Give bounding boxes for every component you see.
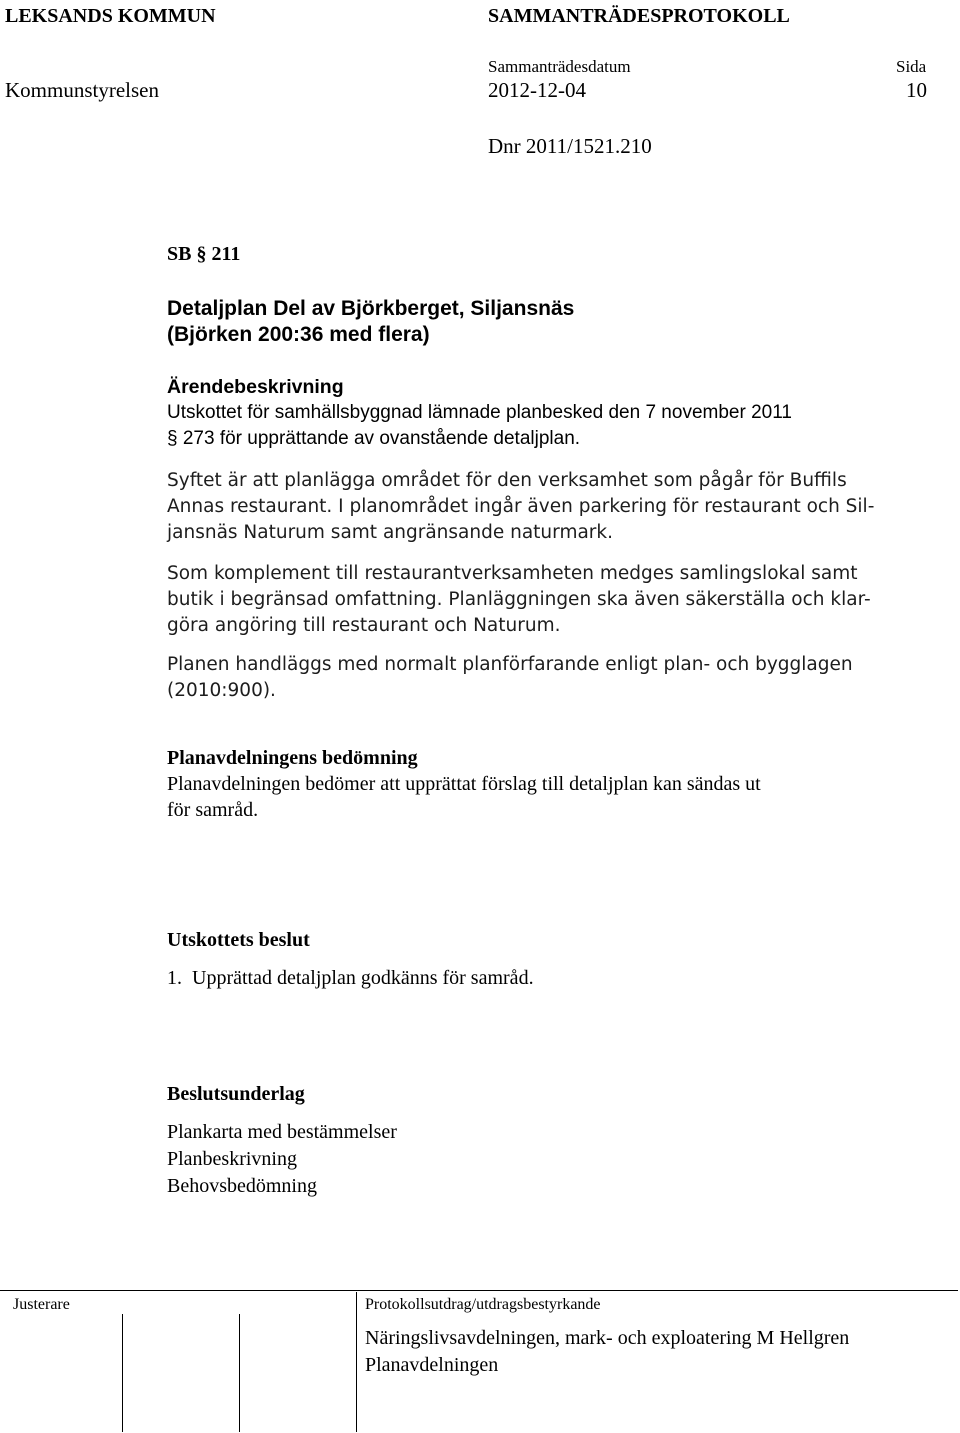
signature-divider — [122, 1314, 123, 1432]
body-line: Som komplement till restaurantverksamheten medges samlingslokal samt — [167, 563, 858, 584]
bedomning-heading: Planavdelningens bedömning — [167, 747, 418, 769]
recipient: Planavdelningen — [365, 1354, 499, 1376]
body-line: Syftet är att planlägga området för den verksamhet som pågår för Buffils — [167, 470, 847, 491]
body-line: butik i begränsad omfattning. Planläggningen ska även säkerställa och klar- — [167, 589, 871, 610]
beslutsunderlag-list — [167, 1119, 397, 1200]
municipality-name: LEKSANDS KOMMUN — [5, 5, 216, 27]
list-item: Planbeskrivning — [167, 1148, 297, 1170]
footer-rule — [0, 1290, 958, 1291]
diary-number: Dnr 2011/1521.210 — [488, 134, 652, 158]
arendebeskrivning-heading: Ärendebeskrivning — [167, 376, 344, 398]
recipients-list — [365, 1325, 849, 1379]
document-type: SAMMANTRÄDESPROTOKOLL — [488, 5, 790, 27]
body-line: Annas restaurant. I planområdet ingår även parkering för restaurant och Sil- — [167, 496, 875, 517]
paragraph-purpose — [167, 468, 874, 546]
beslut-heading: Utskottets beslut — [167, 929, 310, 951]
list-item: Plankarta med bestämmelser — [167, 1121, 397, 1143]
body-line: Utskottet för samhällsbyggnad lämnade planbesked den 7 november 2011 — [167, 402, 792, 423]
body-line: (2010:900). — [167, 680, 276, 701]
section-number: SB § 211 — [167, 243, 241, 265]
body-line: Planen handläggs med normalt planförfarande enligt plan- och bygglagen — [167, 654, 853, 675]
body-line: jansnäs Naturum samt angränsande naturmark. — [167, 522, 613, 543]
body-line: för samråd. — [167, 799, 259, 821]
body-line: göra angöring till restaurant och Naturum. — [167, 615, 561, 636]
title-line: (Björken 200:36 med flera) — [167, 323, 430, 346]
beslutsunderlag-heading: Beslutsunderlag — [167, 1083, 305, 1105]
beslut-item: 1. Upprättad detaljplan godkänns för samråd. — [167, 967, 534, 989]
justerare-label: Justerare — [13, 1296, 70, 1313]
signature-divider — [239, 1314, 240, 1432]
page-number: 10 — [906, 78, 927, 102]
paragraph-complement — [167, 561, 871, 639]
meeting-date: 2012-12-04 — [488, 78, 586, 102]
title-line: Detaljplan Del av Björkberget, Siljansnäs — [167, 297, 575, 320]
date-label: Sammanträdesdatum — [488, 57, 631, 76]
body-line: Planavdelningen bedömer att upprättat förslag till detaljplan kan sändas ut — [167, 773, 761, 795]
bedomning-section — [167, 745, 761, 823]
list-item: Behovsbedömning — [167, 1175, 317, 1197]
arendebeskrivning-section — [167, 374, 792, 452]
page-label: Sida — [896, 57, 927, 76]
utdrag-label: Protokollsutdrag/utdragsbestyrkande — [365, 1296, 601, 1313]
recipient: Näringslivsavdelningen, mark- och exploatering M Hellgren — [365, 1327, 850, 1349]
paragraph-procedure — [167, 652, 853, 704]
footer-column-divider — [356, 1292, 357, 1432]
item-title — [167, 296, 574, 348]
body-line: § 273 för upprättande av ovanstående detaljplan. — [167, 428, 581, 449]
committee-name: Kommunstyrelsen — [5, 78, 159, 102]
